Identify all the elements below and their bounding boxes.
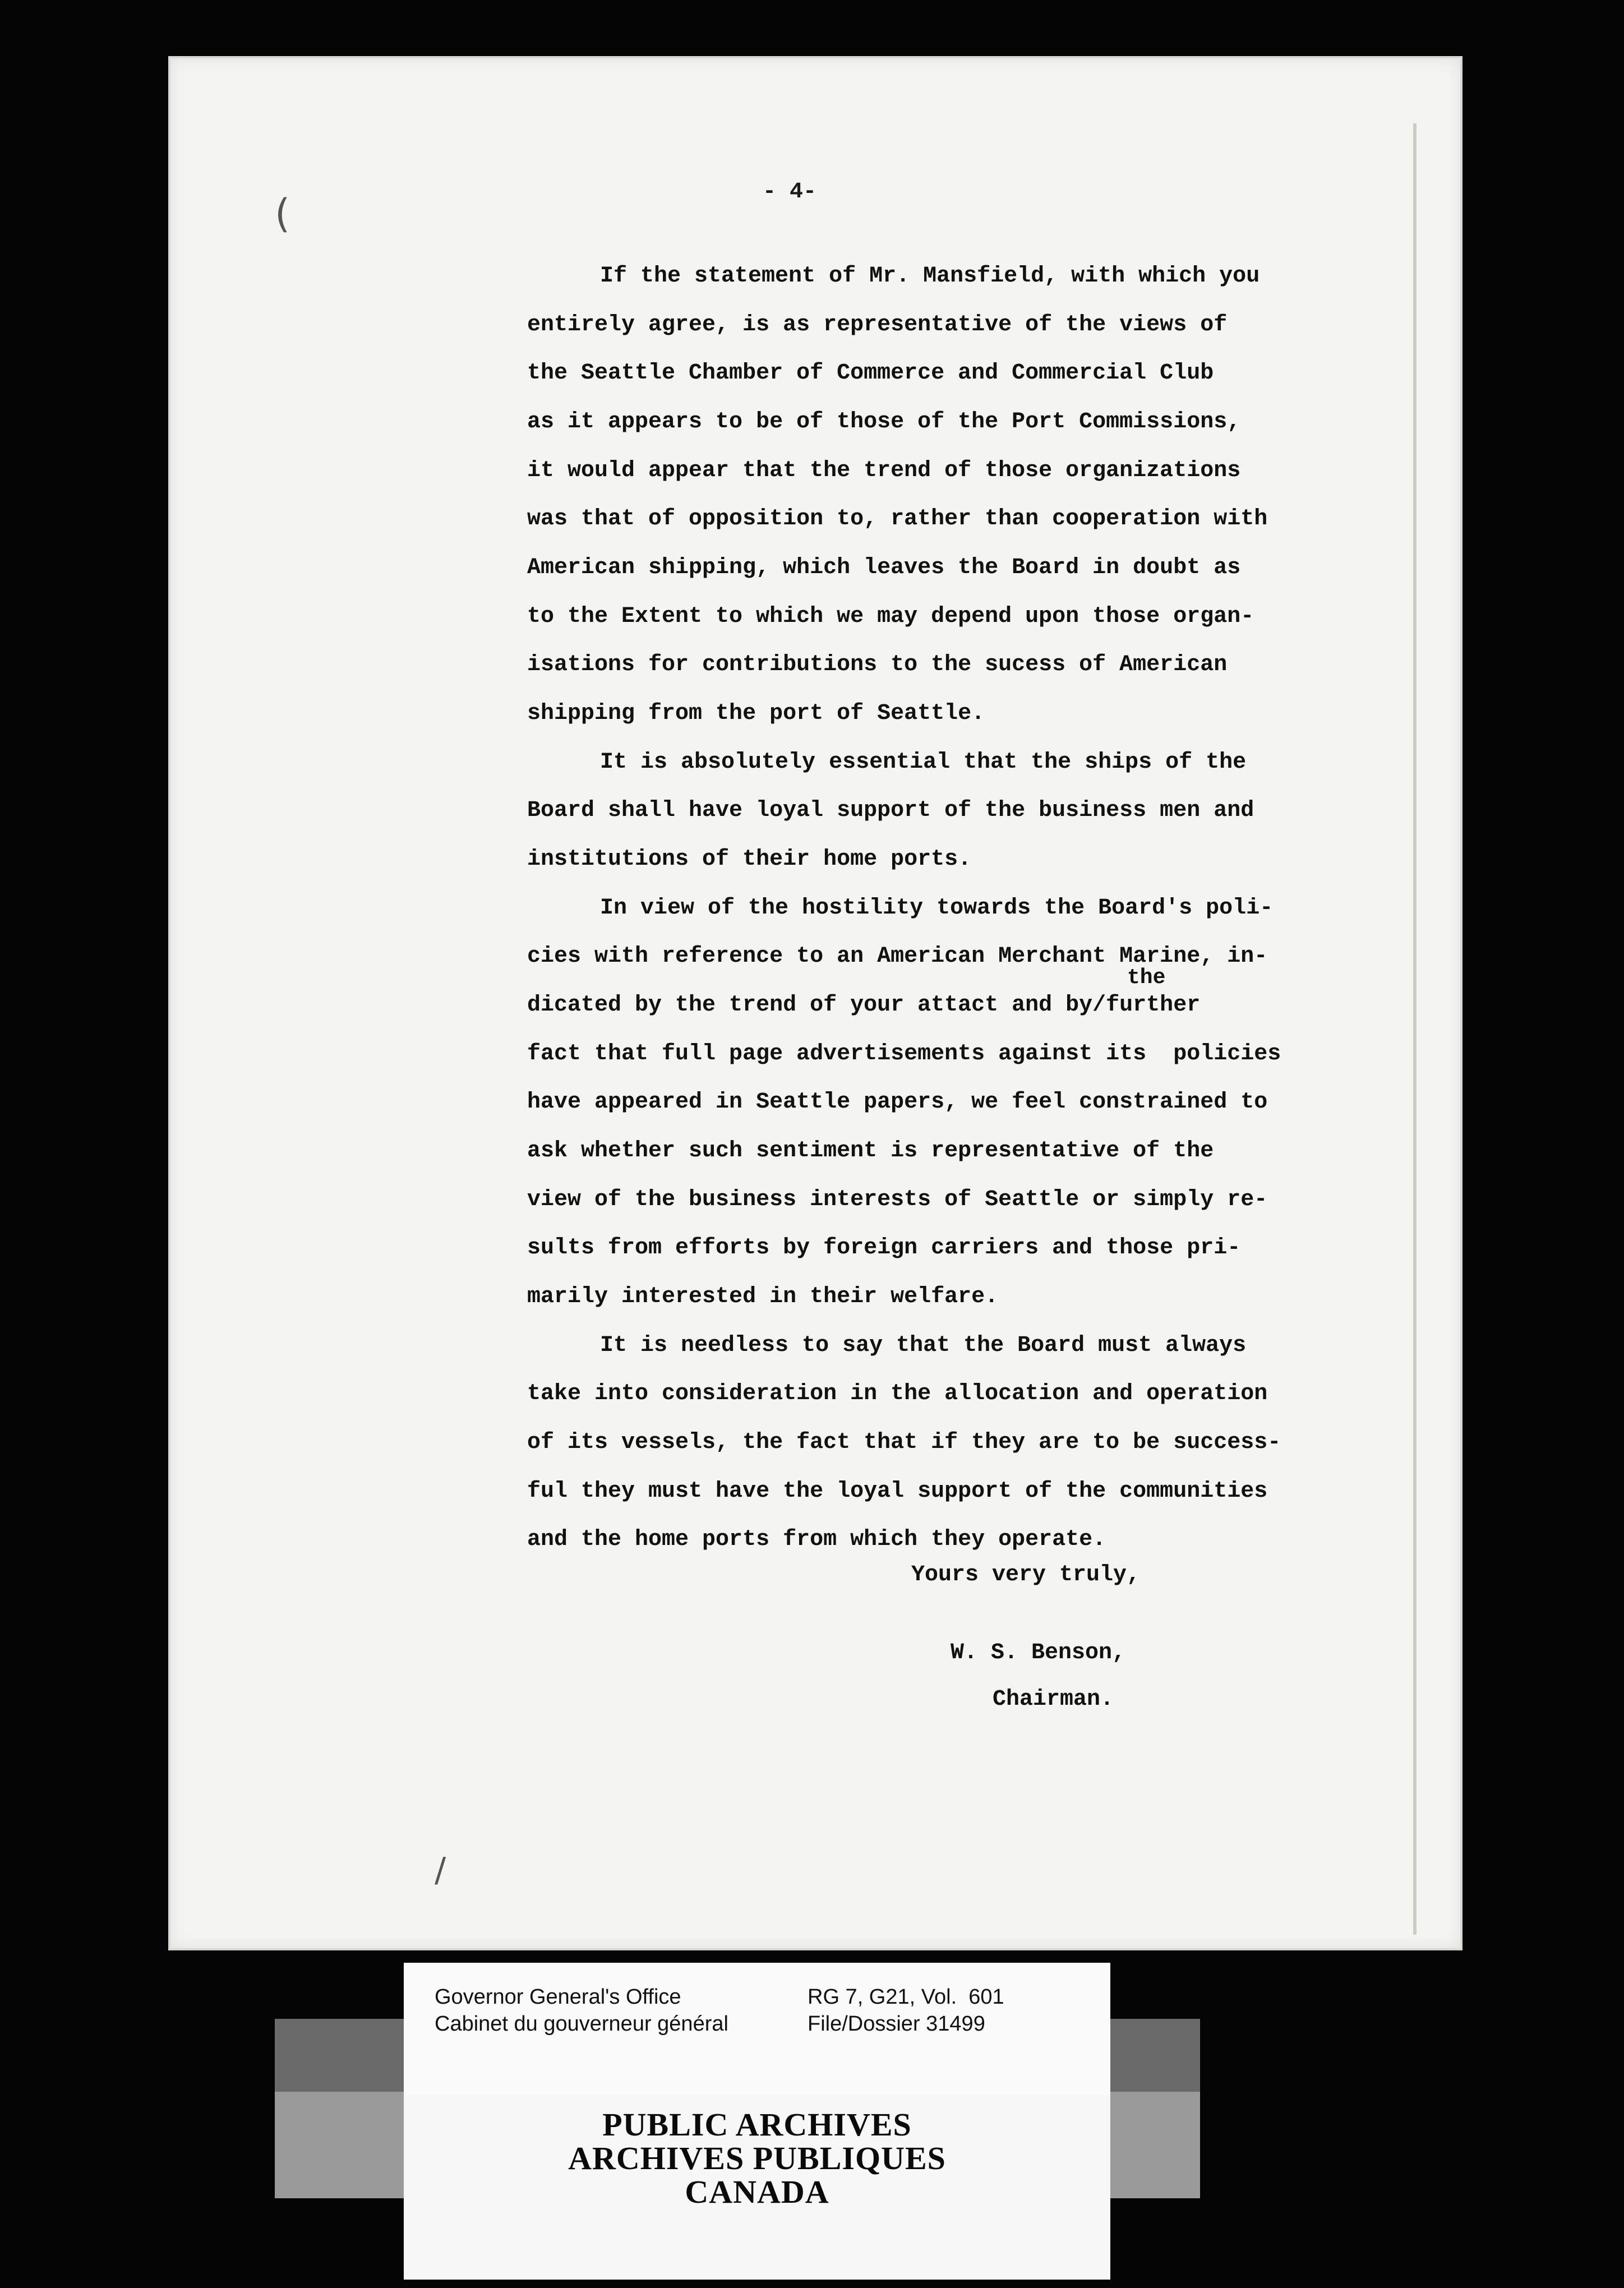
office-fr: Cabinet du gouverneur général bbox=[435, 2012, 728, 2036]
stamp-line-3: CANADA bbox=[685, 2174, 829, 2210]
signature-name: W. S. Benson, bbox=[951, 1640, 1126, 1666]
text-line: as it appears to be of those of the Port Commissions, bbox=[527, 409, 1241, 435]
handwritten-insertion: the bbox=[1127, 966, 1166, 990]
text-line: take into consideration in the allocation and operation bbox=[527, 1381, 1268, 1406]
stamp-line-1: PUBLIC ARCHIVES bbox=[602, 2106, 912, 2143]
text-line: it would appear that the trend of those organizations bbox=[527, 458, 1241, 483]
text-line: isations for contributions to the sucess of American bbox=[527, 652, 1228, 677]
text-line: American shipping, which leaves the Board in doubt as bbox=[527, 555, 1241, 580]
text-line: If the statement of Mr. Mansfield, with which you bbox=[600, 264, 1260, 289]
text-line: ful they must have the loyal support of the communities bbox=[527, 1479, 1268, 1504]
signature-title: Chairman. bbox=[993, 1687, 1114, 1712]
text-line: cies with reference to an American Merchant Marine, in- bbox=[527, 944, 1268, 969]
stamp-line-2: ARCHIVES PUBLIQUES bbox=[568, 2140, 946, 2176]
text-line: to the Extent to which we may depend upon those organ- bbox=[527, 604, 1254, 629]
text-line: sults from efforts by foreign carriers and those pri- bbox=[527, 1235, 1241, 1261]
text-line: shipping from the port of Seattle. bbox=[527, 701, 985, 726]
text-line: and the home ports from which they operate. bbox=[527, 1527, 1106, 1552]
text-line: dicated by the trend of your attact and by/further bbox=[527, 993, 1201, 1018]
pen-mark: ( bbox=[275, 191, 290, 237]
text-line: fact that full page advertisements against its policies bbox=[527, 1041, 1281, 1067]
page-number: - 4- bbox=[763, 179, 817, 205]
office-en: Governor General's Office bbox=[435, 1985, 681, 2009]
archive-file: File/Dossier 31499 bbox=[808, 2012, 985, 2036]
text-line: of its vessels, the fact that if they are to be success- bbox=[527, 1430, 1281, 1455]
text-line: entirely agree, is as representative of the views of bbox=[527, 312, 1228, 338]
text-line: Board shall have loyal support of the business men and bbox=[527, 798, 1254, 823]
text-line: It is needless to say that the Board must always bbox=[600, 1333, 1247, 1358]
pen-mark-lower: / bbox=[435, 1851, 446, 1890]
text-line: the Seattle Chamber of Commerce and Commercial Club bbox=[527, 361, 1214, 386]
text-line: have appeared in Seattle papers, we feel constrained to bbox=[527, 1090, 1268, 1115]
closing: Yours very truly, bbox=[911, 1562, 1141, 1588]
text-line: marily interested in their welfare. bbox=[527, 1284, 999, 1309]
text-line: institutions of their home ports. bbox=[527, 847, 972, 872]
page-edge bbox=[1413, 123, 1417, 1935]
text-line: ask whether such sentiment is representative of the bbox=[527, 1138, 1214, 1164]
text-line: It is absolutely essential that the ships of the bbox=[600, 750, 1247, 775]
archive-reference: RG 7, G21, Vol. 601 bbox=[808, 1985, 1004, 2009]
text-line: was that of opposition to, rather than cooperation with bbox=[527, 506, 1268, 532]
text-line: In view of the hostility towards the Board's poli- bbox=[600, 896, 1274, 921]
text-line: view of the business interests of Seattle or simply re- bbox=[527, 1187, 1268, 1212]
